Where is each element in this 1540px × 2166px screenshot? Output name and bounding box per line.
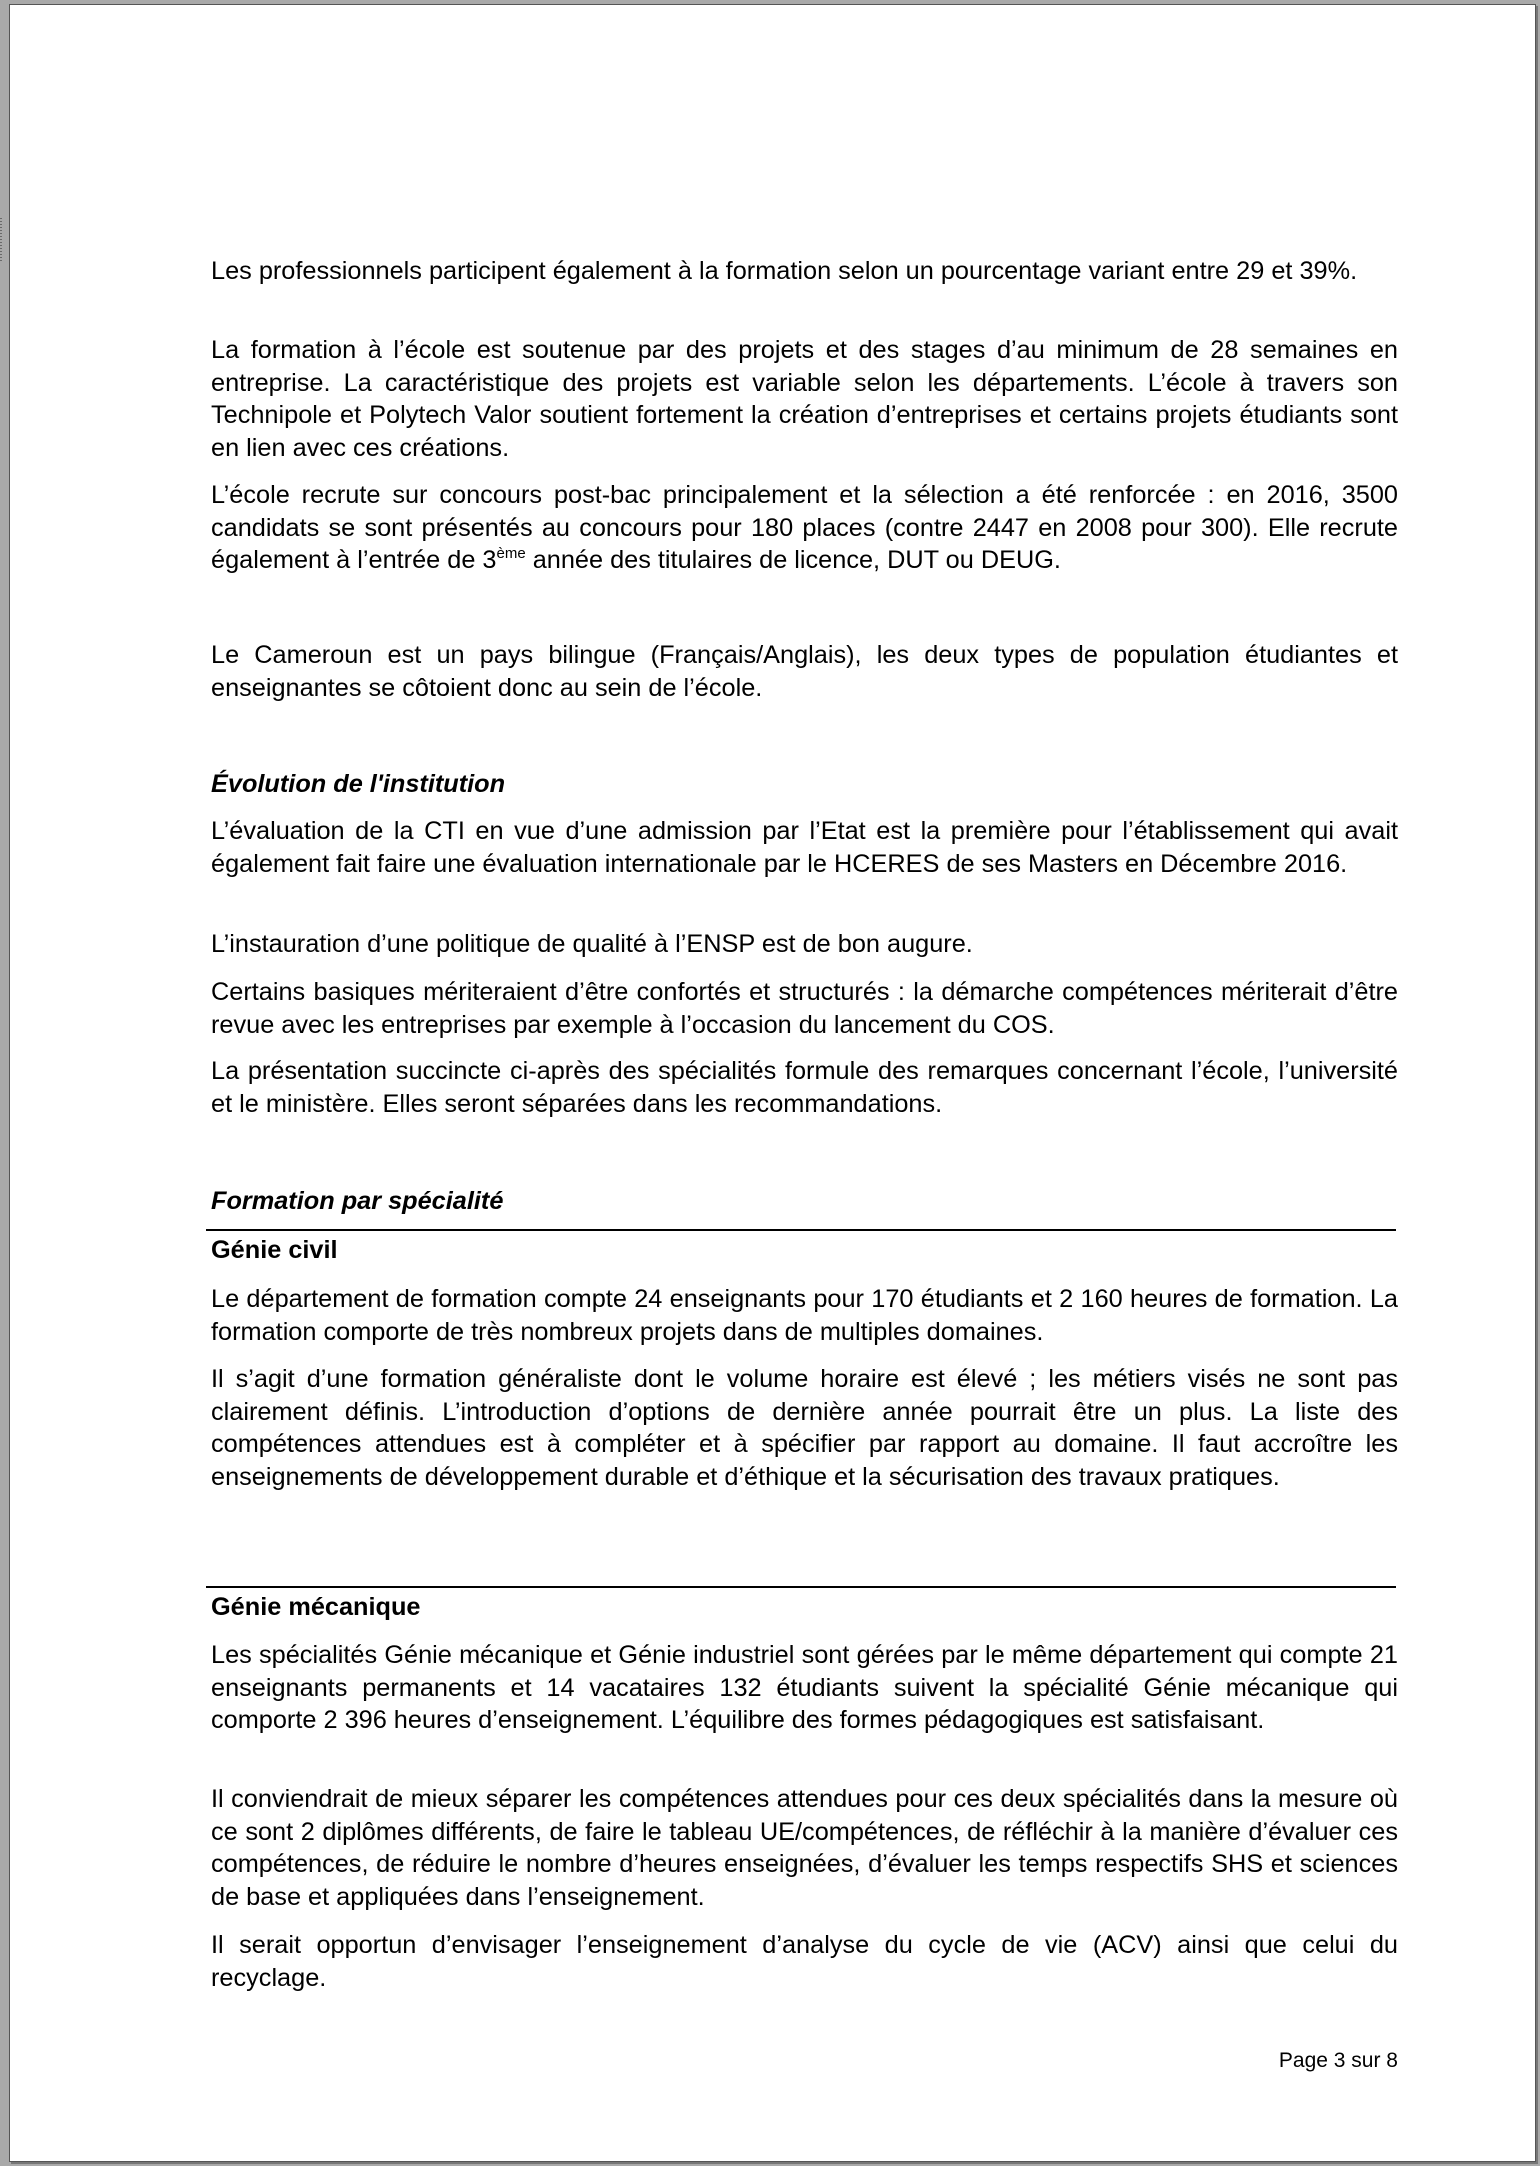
paragraph-professionals: Les professionnels participent également à la formation selon un pourcentage variant entre 29 et 39%. <box>211 257 1358 285</box>
paragraph-bilingual: Le Cameroun est un pays bilingue (Français/Anglais), les deux types de population étudiantes et enseignantes se côtoient donc au sein de l’école. <box>211 641 1398 702</box>
paragraph-genie-mecanique-department: Les spécialités Génie mécanique et Génie industriel sont gérées par le même département qui compte 21 enseignants permanents et 14 vacataires 132 étudiants suivent la spécialité Génie mécanique qui comporte 2 396 heures d’enseignement. L’équilibre des formes pédagogiques est satisfaisant. <box>211 1641 1398 1735</box>
paragraph-basics: Certains basiques mériteraient d’être confortés et structurés : la démarche compétences mériterait d’être revue avec les entreprises par exemple à l’occasion du lancement du COS. <box>211 978 1398 1039</box>
section-divider <box>206 1586 1396 1588</box>
paragraph-genie-civil-remarks: Il s’agit d’une formation généraliste dont le volume horaire est élevé ; les métiers visés ne sont pas clairement définis. L’introduction d’options de dernière année pourrait être un plus. La liste des compétences attendues est à compléter et à spécifier par rapport au domaine. Il faut accroître les enseignements de développement durable et d’éthique et la sécurisation des travaux pratiques. <box>211 1365 1398 1491</box>
section-heading-evolution: Évolution de l'institution <box>211 770 506 798</box>
recruitment-line3-start: Elle recrute également à l’entrée de 3 <box>211 513 1398 575</box>
document-page <box>9 4 1536 2162</box>
paragraph-genie-mecanique-competences: Il conviendrait de mieux séparer les compétences attendues pour ces deux spécialités dans la mesure où ce sont 2 diplômes différents, de faire le tableau UE/compétences, de réfléchir à la manière d’évaluer ces compétences, de réduire le nombre d’heures enseignées, d’évaluer les temps respectifs SHS et sciences de base et appliquées dans l’enseignement. <box>211 1785 1398 1911</box>
paragraph-genie-civil-department: Le département de formation compte 24 enseignants pour 170 étudiants et 2 160 heures de formation. La formation comporte de très nombreux projets dans de multiples domaines. <box>211 1285 1398 1346</box>
section-heading-formation: Formation par spécialité <box>211 1187 504 1215</box>
recruitment-superscript: ème <box>496 545 526 563</box>
page-number: Page 3 sur 8 <box>1278 2049 1398 2072</box>
paragraph-quality-policy: L’instauration d’une politique de qualité à l’ENSP est de bon augure. <box>211 930 973 958</box>
section-divider <box>206 1229 1396 1231</box>
recruitment-text: L’école recrute sur concours post-bac principalement et la sélection a été renforcée : en 2016, 3500 candidats se sont présentés au concours pour 180 places (contre 2447 en 2008 pour 300). <box>211 481 1398 542</box>
paragraph-projects-internships: La formation à l’école est soutenue par des projets et des stages d’au minimum de 28 semaines en entreprise. La caractéristique des projets est variable selon les départements. L’école à travers son Technipole et Polytech Valor soutient fortement la création d’entreprises et certains projets étudiants sont en lien avec ces créations. <box>211 336 1398 462</box>
specialty-heading-genie-civil: Génie civil <box>211 1236 338 1264</box>
paragraph-recruitment <box>211 479 1398 577</box>
paragraph-cti-evaluation: L’évaluation de la CTI en vue d’une admission par l’Etat est la première pour l’établissement qui avait également fait faire une évaluation internationale par le HCERES de ses Masters en Décembre 2016. <box>211 817 1398 878</box>
paragraph-genie-mecanique-acv: Il serait opportun d’envisager l’enseignement d’analyse du cycle de vie (ACV) ainsi que celui du recyclage. <box>211 1931 1398 1992</box>
recruitment-line3-end: année des titulaires de licence, DUT ou DEUG. <box>525 546 1061 575</box>
paragraph-presentation: La présentation succincte ci-après des spécialités formule des remarques concernant l’école, l’université et le ministère. Elles seront séparées dans les recommandations. <box>211 1057 1398 1118</box>
ruler-marks <box>0 218 2 262</box>
specialty-heading-genie-mecanique: Génie mécanique <box>211 1593 421 1621</box>
